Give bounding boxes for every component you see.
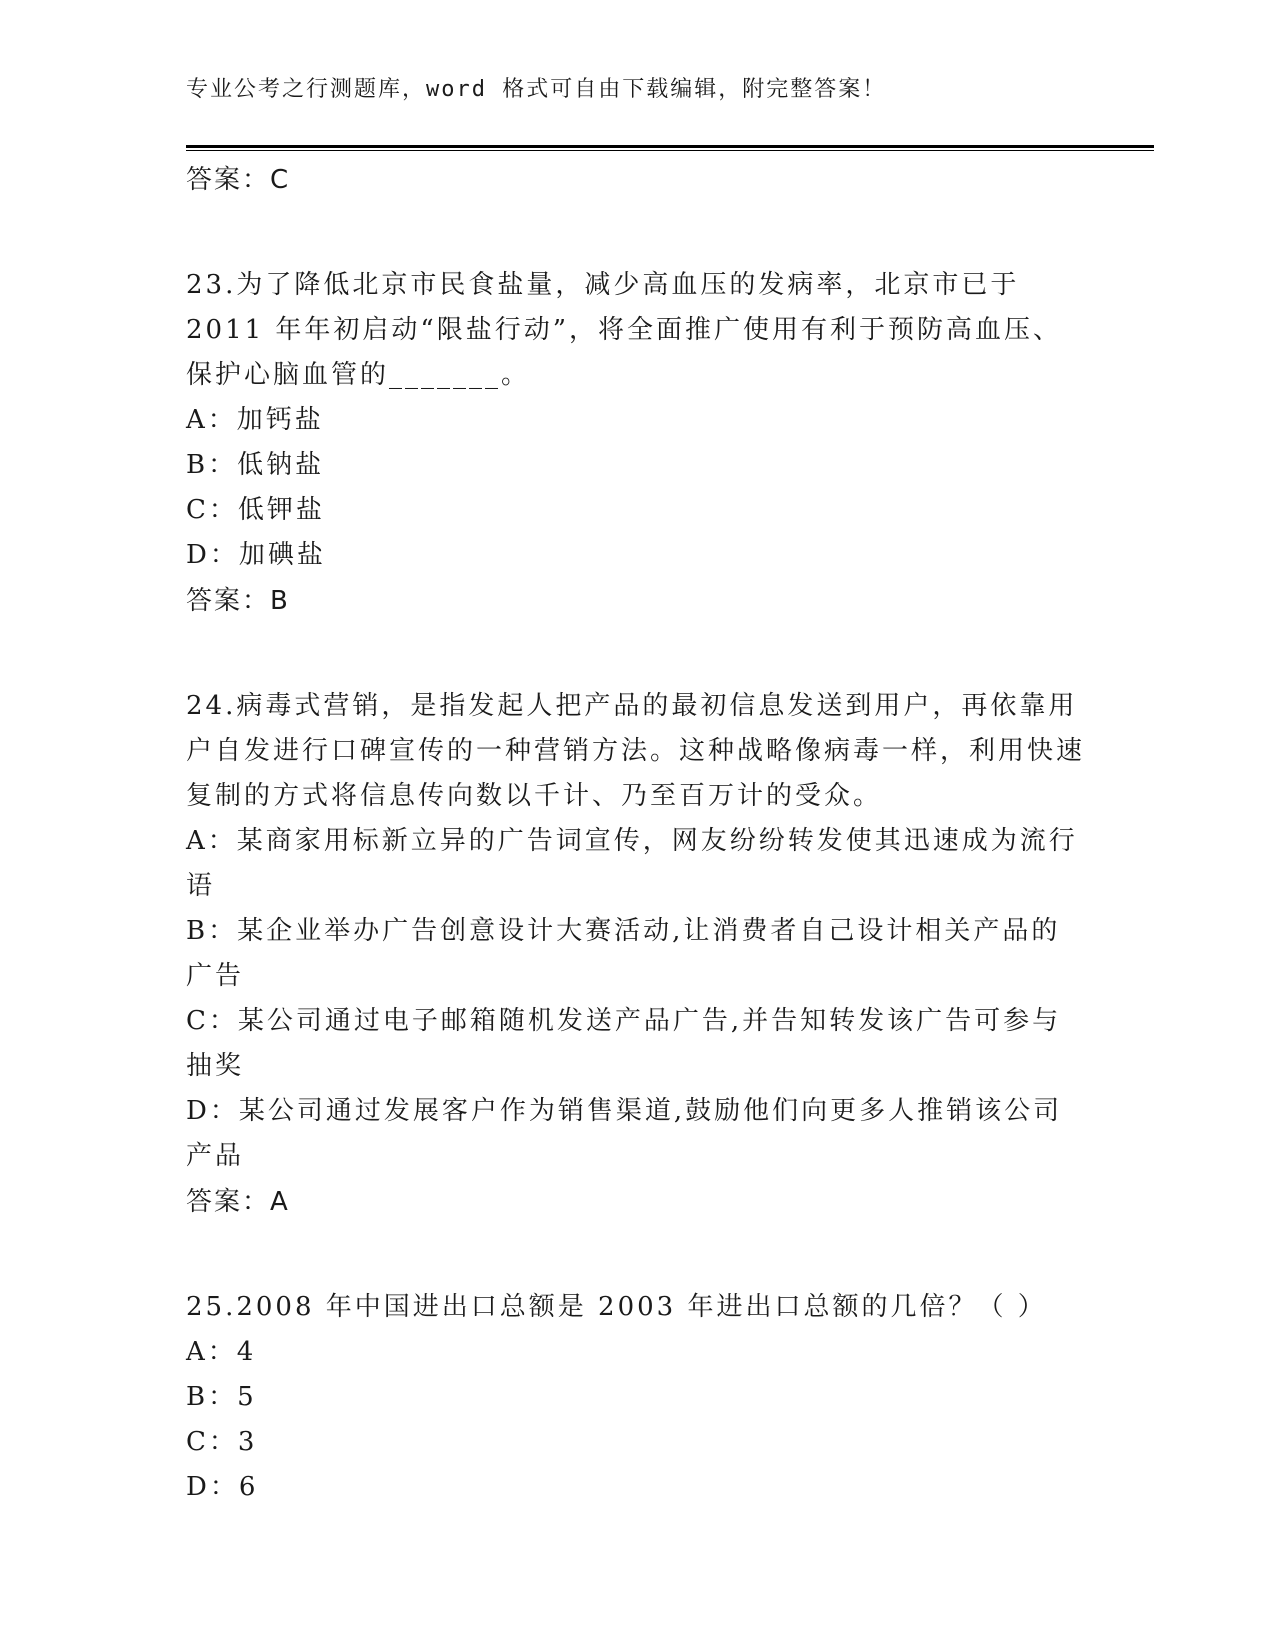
option-b: B：5 [186, 1382, 257, 1412]
option-c: C：3 [186, 1427, 258, 1457]
question-text: 23.为了降低北京市民食盐量，减少高血压的发病率，北京市已于 2011 年年初启动“限盐行动”，将全面推广使用有利于预防高血压、保护心脑血管的_______。 [186, 270, 1063, 390]
option-d: D：6 [186, 1472, 259, 1502]
header-rule-thin [186, 150, 1154, 151]
question-25 [186, 1285, 1086, 1510]
question-text: 25.2008 年中国进出口总额是 2003 年进出口总额的几倍？（ ） [186, 1292, 1047, 1322]
answer: 答案：A [186, 1187, 290, 1217]
option-d: D：加碘盐 [186, 540, 326, 570]
option-c: C：低钾盐 [186, 495, 325, 525]
spacer [186, 1225, 1086, 1285]
option-c: C：某公司通过电子邮箱随机发送产品广告,并告知转发该广告可参与抽奖 [186, 1006, 1062, 1081]
answer: 答案：B [186, 586, 290, 616]
page-header: 专业公考之行测题库，word 格式可自由下载编辑，附完整答案！ [186, 77, 887, 102]
question-text: 24.病毒式营销，是指发起人把产品的最初信息发送到用户，再依靠用户自发进行口碑宣传的一种营销方法。这种战略像病毒一样，利用快速复制的方式将信息传向数以千计、乃至百万计的受众。 [186, 691, 1086, 811]
spacer [186, 624, 1086, 684]
question-24 [186, 684, 1086, 1225]
question-23 [186, 263, 1086, 624]
option-a: A：4 [186, 1337, 257, 1367]
option-d: D：某公司通过发展客户作为销售渠道,鼓励他们向更多人推销该公司产品 [186, 1096, 1063, 1171]
spacer [186, 203, 1086, 263]
previous-answer: 答案：C [186, 165, 291, 195]
header-rule-thick [186, 145, 1154, 148]
option-a: A：加钙盐 [186, 405, 324, 435]
option-a: A：某商家用标新立异的广告词宣传，网友纷纷转发使其迅速成为流行语 [186, 826, 1078, 901]
option-b: B：低钠盐 [186, 450, 325, 480]
question-list [186, 157, 1086, 1510]
option-b: B：某企业举办广告创意设计大赛活动,让消费者自己设计相关产品的广告 [186, 916, 1061, 991]
